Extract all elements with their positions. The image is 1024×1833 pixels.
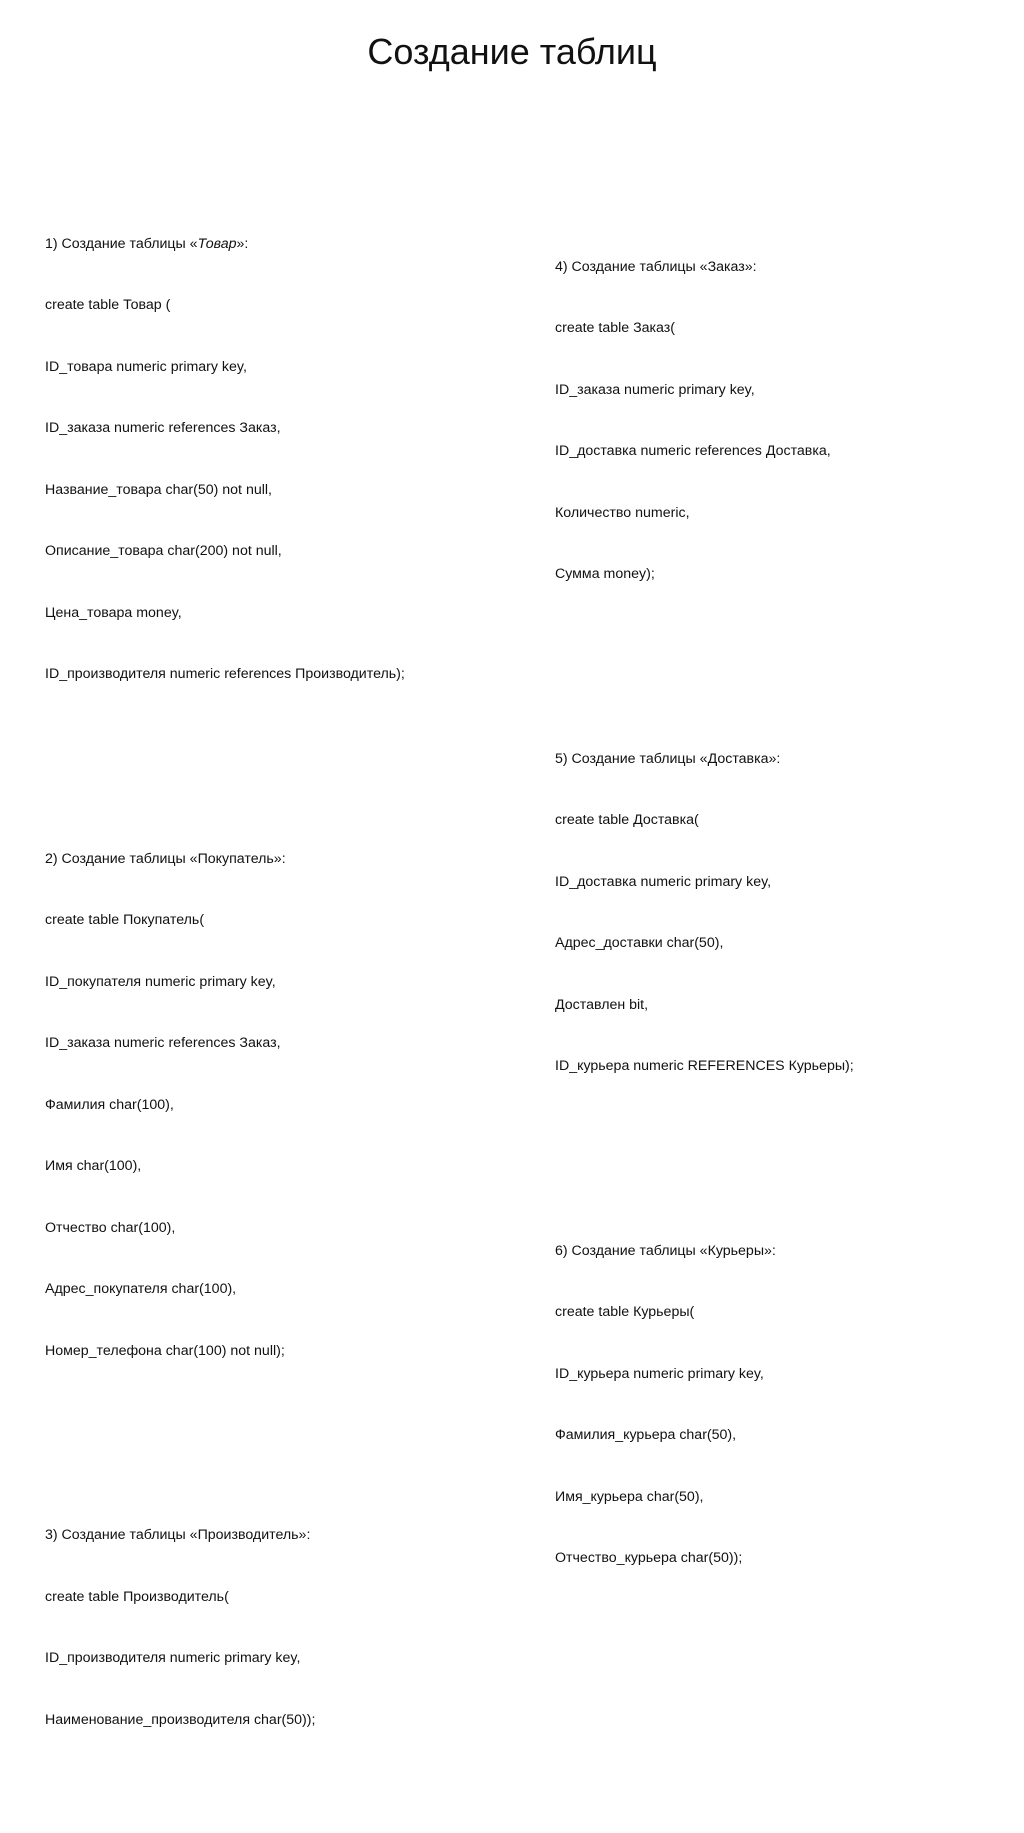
section-dostavka xyxy=(555,708,1015,1118)
code-line: ID_покупателя numeric primary key, xyxy=(45,973,276,990)
heading-prefix: 1) Создание таблицы « xyxy=(45,235,198,252)
code-line: create table Заказ( xyxy=(555,320,676,336)
code-line: ID_производителя numeric primary key, xyxy=(45,1650,301,1666)
code-line: Описание_товара char(200) not null, xyxy=(45,543,282,559)
code-line: Имя_курьера char(50), xyxy=(555,1488,704,1505)
code-line: Наименование_производителя char(50)); xyxy=(45,1711,316,1728)
section-heading: 4) Создание таблицы «Заказ»: xyxy=(555,258,757,275)
code-line: Сумма money); xyxy=(555,566,655,582)
code-line: ID_заказа numeric primary key, xyxy=(555,381,755,398)
section-kurery xyxy=(555,1200,1015,1610)
section-pokupatel xyxy=(45,808,515,1403)
code-line: Количество numeric, xyxy=(555,504,690,521)
code-line: create table Товар ( xyxy=(45,297,171,313)
right-column xyxy=(555,154,1015,1671)
code-line: create table Курьеры( xyxy=(555,1304,695,1320)
section-heading: 5) Создание таблицы «Доставка»: xyxy=(555,750,781,767)
section-heading: 3) Создание таблицы «Производитель»: xyxy=(45,1527,311,1543)
code-line: Фамилия char(100), xyxy=(45,1096,174,1113)
code-line: ID_доставка numeric primary key, xyxy=(555,873,772,890)
code-line: create table Покупатель( xyxy=(45,912,205,928)
code-line: create table Доставка( xyxy=(555,812,699,828)
heading-table-name: Товар xyxy=(197,235,237,252)
code-line: ID_курьера numeric REFERENCES Курьеры); xyxy=(555,1058,854,1074)
code-line: Адрес_покупателя char(100), xyxy=(45,1281,237,1297)
code-line: ID_заказа numeric references Заказ, xyxy=(45,1035,281,1051)
code-line: Фамилия_курьера char(50), xyxy=(555,1427,737,1443)
section-heading: 6) Создание таблицы «Курьеры»: xyxy=(555,1242,776,1259)
heading-suffix: »: xyxy=(236,235,249,252)
code-line: Адрес_доставки char(50), xyxy=(555,935,724,951)
code-line: ID_доставка numeric references Доставка, xyxy=(555,443,831,459)
section-heading: 2) Создание таблицы «Покупатель»: xyxy=(45,850,286,867)
section-proizvoditel xyxy=(45,1484,515,1771)
code-line: Цена_товара money, xyxy=(45,604,182,621)
code-line: ID_курьера numeric primary key, xyxy=(555,1365,764,1382)
section-zakaz xyxy=(555,216,1015,626)
code-line: Доставлен bit, xyxy=(555,996,649,1013)
code-line: Отчество_курьера char(50)); xyxy=(555,1550,743,1566)
code-line: ID_заказа numeric references Заказ, xyxy=(45,420,281,436)
slide-title: Создание таблиц xyxy=(367,31,657,72)
code-line: create table Производитель( xyxy=(45,1588,229,1605)
code-line: Имя char(100), xyxy=(45,1158,142,1174)
code-line: Номер_телефона char(100) not null); xyxy=(45,1342,285,1359)
code-line: ID_производителя numeric references Производитель); xyxy=(45,666,405,682)
code-line: Отчество char(100), xyxy=(45,1219,176,1236)
left-column xyxy=(45,131,515,1833)
code-line: ID_товара numeric primary key, xyxy=(45,358,247,375)
code-line: Название_товара char(50) not null, xyxy=(45,481,272,498)
section-heading xyxy=(45,234,515,255)
section-tovar xyxy=(45,193,515,726)
